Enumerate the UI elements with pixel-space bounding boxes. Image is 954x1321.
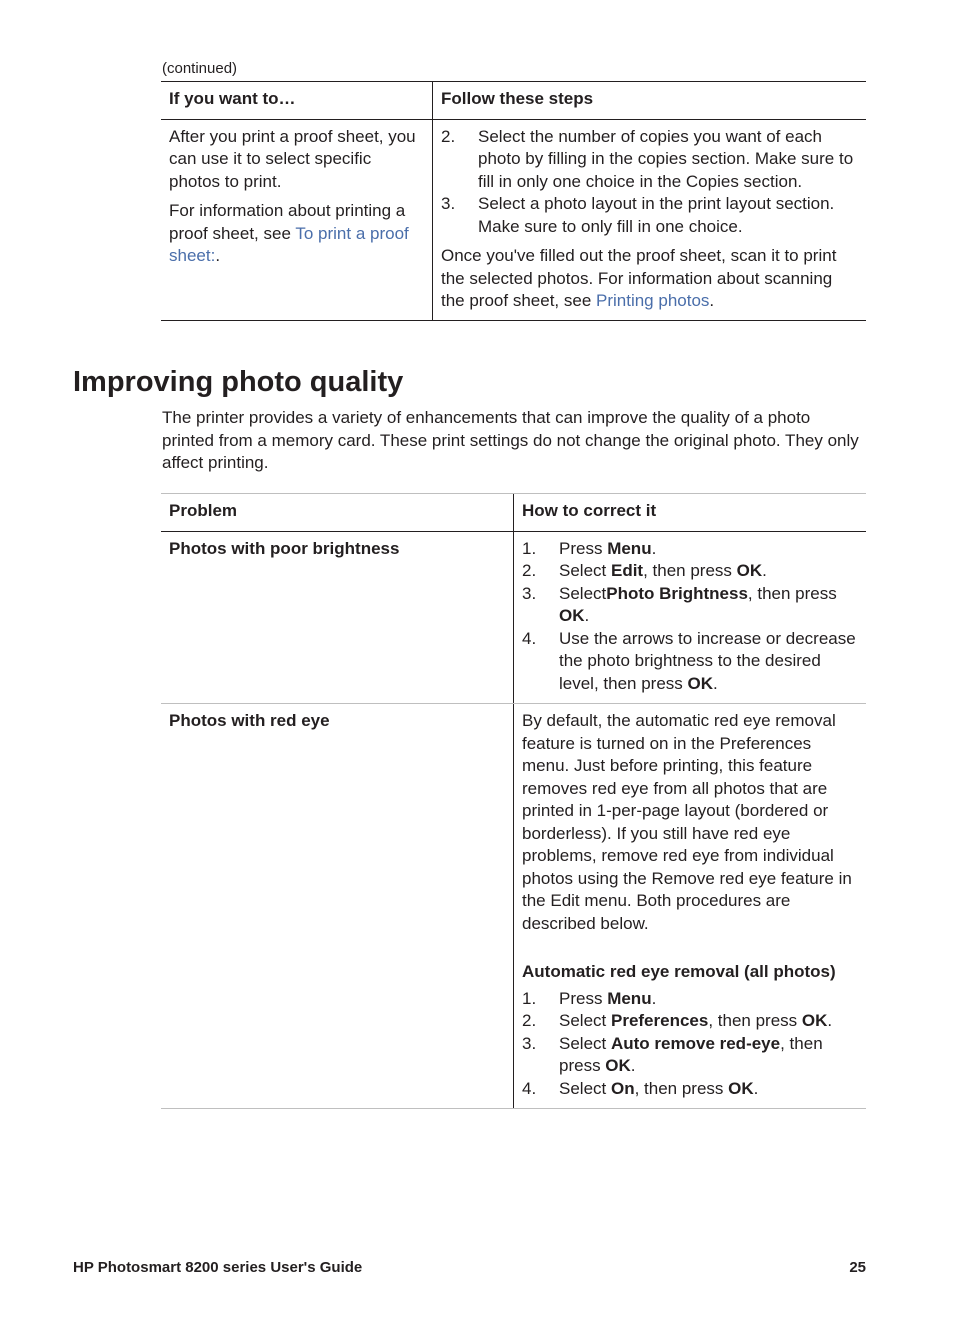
scan-info-pre: Once you've filled out the proof sheet, scan it to print the selected photos. For information about scanning the proof sheet, see <box>441 246 837 310</box>
step-number: 4. <box>522 628 537 648</box>
goal-info-pre: For information about printing a proof sheet, see <box>169 201 406 243</box>
list-item <box>522 538 858 561</box>
step-number: 1. <box>522 538 537 558</box>
table-header-row <box>161 82 866 120</box>
red-eye-description: By default, the automatic red eye removal feature is turned on in the Preferences menu. Just before printing, this feature removes red eye from all photos that are printed in 1-per-page layout (bordered or borderless). If you still have red eye problems, remove red eye from individual photos using the Remove red eye feature in the Edit menu. Both procedures are described below. <box>522 711 852 933</box>
problem-red-eye: Photos with red eye <box>169 711 330 730</box>
column-header-problem: Problem <box>169 501 238 520</box>
step-text: Select Edit, then press OK. <box>559 561 767 580</box>
step-number: 1. <box>522 988 537 1008</box>
page-number: 25 <box>849 1259 866 1276</box>
list-item <box>522 560 858 583</box>
steps-table <box>161 81 866 321</box>
column-header-how-to-correct: How to correct it <box>513 494 866 531</box>
footer-guide-title: HP Photosmart 8200 series User's Guide <box>73 1259 363 1276</box>
continued-label: (continued) <box>162 60 238 77</box>
step-text: Select a photo layout in the print layout section. Make sure to only fill in one choice. <box>478 194 835 236</box>
red-eye-steps-list <box>522 988 858 1101</box>
list-item <box>522 1010 858 1033</box>
section-intro: The printer provides a variety of enhancements that can improve the quality of a photo printed from a memory card. These print settings do not change the original photo. They only affect printing. <box>162 408 859 472</box>
step-number: 2. <box>441 126 456 146</box>
step-number: 3. <box>522 1033 537 1053</box>
step-number: 3. <box>441 194 456 213</box>
red-eye-fix-cell <box>513 704 866 1108</box>
step-number: 2. <box>522 561 537 580</box>
list-item <box>441 126 858 194</box>
problem-poor-brightness: Photos with poor brightness <box>169 538 400 558</box>
step-text: Select Preferences, then press OK. <box>559 1011 833 1030</box>
list-item <box>522 988 858 1011</box>
column-header-if-you-want: If you want to… <box>169 89 296 108</box>
table-cell-steps <box>432 120 866 320</box>
step-text: Select the number of copies you want of each photo by filling in the copies section. Make sure to fill in only one choice in the Copies section. <box>478 126 854 191</box>
auto-red-eye-subheading: Automatic red eye removal (all photos) <box>522 962 836 981</box>
table-row <box>161 704 866 1108</box>
brightness-fix-cell <box>513 532 866 704</box>
list-item <box>441 193 858 238</box>
step-text: SelectPhoto Brightness, then press OK. <box>559 583 837 625</box>
step-text: Select Auto remove red-eye, then press OK. <box>559 1033 823 1075</box>
list-item <box>522 628 858 696</box>
goal-info-text <box>169 200 424 268</box>
table-cell-goal <box>161 120 432 320</box>
steps-list <box>441 126 858 239</box>
list-item <box>522 1078 858 1101</box>
step-number: 2. <box>522 1011 537 1030</box>
photo-quality-table <box>161 493 866 1109</box>
step-number: 3. <box>522 583 537 603</box>
brightness-steps-list <box>522 538 858 696</box>
proof-sheet-link[interactable]: To print a proof sheet: <box>169 223 409 265</box>
list-item <box>522 583 858 628</box>
table-header-row <box>161 494 866 532</box>
scan-info-text <box>441 245 858 313</box>
step-text: Press Menu. <box>559 988 657 1008</box>
step-text: Press Menu. <box>559 538 657 558</box>
list-item <box>522 1033 858 1078</box>
step-number: 4. <box>522 1078 537 1098</box>
goal-text: After you print a proof sheet, you can use it to select specific photos to print. <box>169 126 416 191</box>
column-header-follow-steps: Follow these steps <box>432 82 866 119</box>
goal-info-post: . <box>215 246 221 265</box>
step-text: Use the arrows to increase or decrease the photo brightness to the desired level, then press OK. <box>559 628 856 693</box>
step-text: Select On, then press OK. <box>559 1078 759 1098</box>
scan-info-post: . <box>709 291 715 310</box>
table-row <box>161 532 866 705</box>
printing-photos-link[interactable]: Printing photos <box>596 291 710 310</box>
table-row <box>161 120 866 320</box>
section-heading: Improving photo quality <box>73 366 404 398</box>
